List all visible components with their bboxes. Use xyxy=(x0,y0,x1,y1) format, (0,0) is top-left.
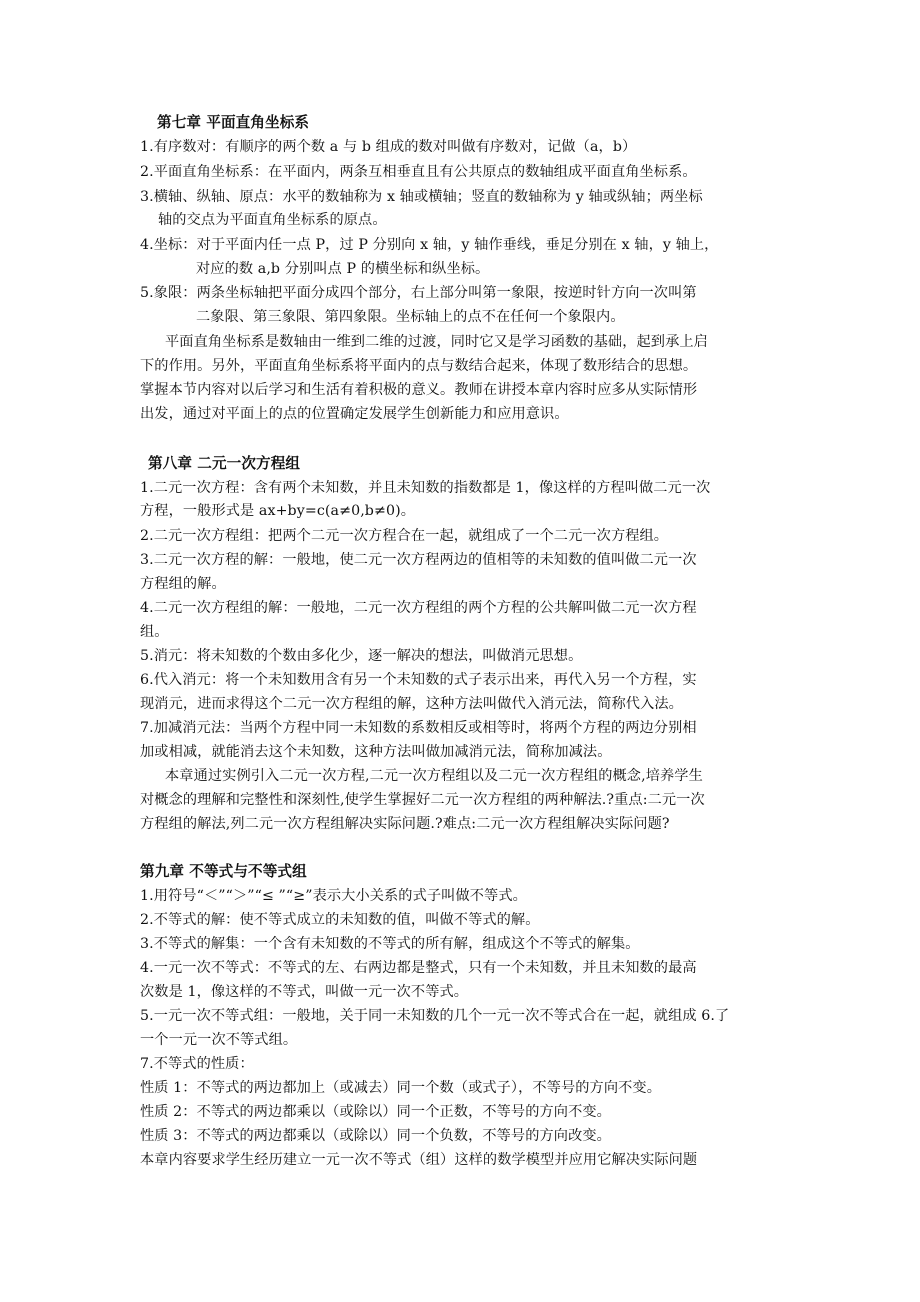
ch9-item-5: 5.一元一次不等式组：一般地，关于同一未知数的几个一元一次不等式合在一起，就组成 6.了 xyxy=(140,1008,730,1024)
ch9-item-1: 1.用符号“＜”“＞”“≤ ”“≥”表示大小关系的式子叫做不等式。 xyxy=(140,888,527,904)
ch7-item-4-cont: 对应的数 a,b 分别叫点 P 的横坐标和纵坐标。 xyxy=(196,261,490,277)
ch8-item-7-cont: 加或相减，就能消去这个未知数，这种方法叫做加减消元法，简称加减法。 xyxy=(140,744,612,760)
ch7-item-1: 1.有序数对：有顺序的两个数 a 与 b 组成的数对叫做有序数对，记做（a，b） xyxy=(140,139,637,155)
ch8-item-1-cont: 方程，一般形式是 ax+by=c(a≠0,b≠0)。 xyxy=(140,503,416,519)
ch9-item-2: 2.不等式的解：使不等式成立的未知数的值，叫做不等式的解。 xyxy=(140,912,540,928)
ch8-item-7: 7.加减消元法：当两个方程中同一未知数的系数相反或相等时，将两个方程的两边分别相 xyxy=(140,720,697,736)
ch8-item-6: 6.代入消元：将一个未知数用含有另一个未知数的式子表示出来，再代入另一个方程，实 xyxy=(140,672,697,688)
ch8-summary-line-2: 对概念的理解和完整性和深刻性,使学生掌握好二元一次方程组的两种解法.?重点:二元一次 xyxy=(140,792,705,808)
ch7-summary-line-3: 掌握本节内容对以后学习和生活有着积极的意义。教师在讲授本章内容时应多从实际情形 xyxy=(140,382,698,398)
ch7-item-3: 3.横轴、纵轴、原点：水平的数轴称为 x 轴或横轴；竖直的数轴称为 y 轴或纵轴；两坐标 xyxy=(140,189,703,205)
ch8-item-3-cont: 方程组的解。 xyxy=(140,576,226,592)
ch8-summary-line-3: 方程组的解法,列二元一次方程组解决实际问题.?难点:二元一次方程组解决实际问题? xyxy=(140,816,670,832)
ch7-item-5: 5.象限：两条坐标轴把平面分成四个部分，右上部分叫第一象限，按逆时针方向一次叫第 xyxy=(140,285,697,301)
ch9-item-7: 7.不等式的性质： xyxy=(140,1056,254,1072)
ch9-item-4: 4.一元一次不等式：不等式的左、右两边都是整式，只有一个未知数，并且未知数的最高 xyxy=(140,960,697,976)
ch8-summary-line-1: 本章通过实例引入二元一次方程,二元一次方程组以及二元一次方程组的概念,培养学生 xyxy=(165,768,703,784)
ch7-item-3-cont: 轴的交点为平面直角坐标系的原点。 xyxy=(158,212,387,228)
chapter-7-title: 第七章 平面直角坐标系 xyxy=(157,114,310,131)
ch9-item-4-cont: 次数是 1，像这样的不等式，叫做一元一次不等式。 xyxy=(140,984,469,1000)
ch7-summary-line-2: 下的作用。另外，平面直角坐标系将平面内的点与数结合起来，体现了数形结合的思想。 xyxy=(140,358,698,374)
ch9-property-3: 性质 3：不等式的两边都乘以（或除以）同一个负数，不等号的方向改变。 xyxy=(140,1128,611,1144)
ch8-item-6-cont: 现消元，进而求得这个二元一次方程组的解，这种方法叫做代入消元法，简称代入法。 xyxy=(140,696,683,712)
ch8-item-3: 3.二元一次方程的解：一般地，使二元一次方程两边的值相等的未知数的值叫做二元一次 xyxy=(140,552,697,568)
ch8-item-2: 2.二元一次方程组：把两个二元一次方程合在一起，就组成了一个二元一次方程组。 xyxy=(140,528,669,544)
ch9-property-1: 性质 1：不等式的两边都加上（或减去）同一个数（或式子），不等号的方向不变。 xyxy=(140,1080,661,1096)
ch8-item-4: 4.二元一次方程组的解：一般地，二元一次方程组的两个方程的公共解叫做二元一次方程 xyxy=(140,600,697,616)
ch8-item-1: 1.二元一次方程：含有两个未知数，并且未知数的指数都是 1，像这样的方程叫做二元一次 xyxy=(140,480,711,496)
ch8-item-4-cont: 组。 xyxy=(140,624,169,640)
ch9-item-3: 3.不等式的解集：一个含有未知数的不等式的所有解，组成这个不等式的解集。 xyxy=(140,936,640,952)
ch9-item-5-cont: 一个一元一次不等式组。 xyxy=(140,1032,298,1048)
ch7-item-5-cont: 二象限、第三象限、第四象限。坐标轴上的点不在任何一个象限内。 xyxy=(196,309,625,325)
ch9-property-2: 性质 2：不等式的两边都乘以（或除以）同一个正数，不等号的方向不变。 xyxy=(140,1104,611,1120)
ch8-item-5: 5.消元：将未知数的个数由多化少，逐一解决的想法，叫做消元思想。 xyxy=(140,648,583,664)
ch7-summary-line-1: 平面直角坐标系是数轴由一维到二维的过渡，同时它又是学习函数的基础，起到承上启 xyxy=(165,334,708,350)
ch9-summary-line-1: 本章内容要求学生经历建立一元一次不等式（组）这样的数学模型并应用它解决实际问题 xyxy=(140,1152,698,1168)
ch7-item-2: 2.平面直角坐标系：在平面内，两条互相垂直且有公共原点的数轴组成平面直角坐标系。 xyxy=(140,164,697,180)
chapter-8-title: 第八章 二元一次方程组 xyxy=(148,455,301,472)
ch7-item-4: 4.坐标：对于平面内任一点 P，过 P 分别向 x 轴，y 轴作垂线，垂足分别在 x 轴，y 轴上， xyxy=(140,237,719,253)
chapter-9-title: 第九章 不等式与不等式组 xyxy=(140,863,307,880)
ch7-summary-line-4: 出发，通过对平面上的点的位置确定发展学生创新能力和应用意识。 xyxy=(140,406,569,422)
